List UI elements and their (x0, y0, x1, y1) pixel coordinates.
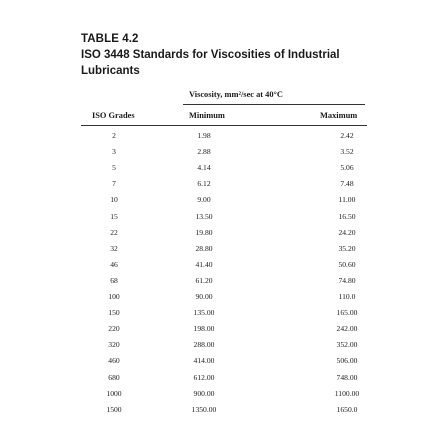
cell-minimum: 90.00 (195, 292, 213, 301)
cell-iso-grade: 10 (110, 195, 118, 205)
cell-iso-grade: 3 (112, 147, 116, 157)
cell-minimum: 28.80 (195, 243, 213, 253)
cell-iso-grade: 1500 (106, 404, 122, 414)
cell-iso-grade: 150 (108, 308, 120, 318)
cell-iso-grade: 15 (110, 211, 118, 221)
cell-minimum: 4.14 (197, 163, 211, 173)
cell-maximum: 110.0 (338, 292, 356, 301)
cell-minimum: 1350.00 (191, 404, 217, 414)
cell-maximum: 506.00 (336, 356, 358, 366)
cell-maximum: 1650.0 (336, 404, 358, 414)
cell-iso-grade: 68 (110, 275, 118, 285)
cell-iso-grade: 7 (112, 179, 116, 189)
cell-minimum: 6.12 (197, 179, 211, 189)
cell-iso-grade: 320 (108, 340, 120, 350)
cell-minimum: 900.00 (193, 388, 215, 398)
cell-minimum: 61.20 (195, 275, 213, 285)
col-header-maximum: Maximum (320, 111, 358, 120)
cell-iso-grade: 32 (110, 243, 118, 253)
cell-minimum: 1.98 (197, 131, 211, 140)
cell-minimum: 414.00 (193, 356, 215, 366)
cell-maximum: 748.00 (336, 372, 358, 382)
cell-iso-grade: 2 (112, 131, 116, 140)
cell-minimum: 135.00 (193, 308, 215, 318)
cell-maximum: 2.42 (340, 131, 354, 140)
cell-maximum: 1100.00 (334, 388, 360, 398)
cell-minimum: 19.80 (195, 227, 213, 237)
col-header-iso-grades: ISO Grades (92, 111, 135, 120)
cell-iso-grade: 680 (108, 372, 120, 382)
cell-maximum: 35.20 (338, 243, 356, 253)
cell-iso-grade: 46 (110, 259, 118, 269)
cell-iso-grade: 220 (108, 324, 120, 334)
cell-minimum: 288.00 (193, 340, 215, 350)
cell-maximum: 7.48 (340, 179, 354, 189)
viscosity-group-header: Viscosity, mm²/sec at 40°C (189, 90, 283, 99)
cell-maximum: 352.00 (336, 340, 358, 350)
col-header-minimum: Minimum (189, 111, 225, 120)
table-title: ISO 3448 Standards for Viscosities of Industrial Lubricants (81, 49, 340, 77)
cell-minimum: 198.00 (193, 324, 215, 334)
cell-iso-grade: 5 (112, 163, 116, 173)
cell-maximum: 5.06 (340, 163, 354, 173)
cell-maximum: 24.20 (338, 227, 356, 237)
cell-maximum: 242.00 (336, 324, 358, 334)
cell-minimum: 9.00 (197, 195, 211, 205)
cell-maximum: 11.00 (338, 195, 356, 205)
cell-minimum: 612.00 (193, 372, 215, 382)
cell-minimum: 41.40 (195, 259, 213, 269)
cell-maximum: 74.80 (338, 275, 356, 285)
cell-maximum: 165.00 (336, 308, 358, 318)
cell-minimum: 2.88 (197, 147, 211, 157)
cell-iso-grade: 22 (110, 227, 118, 237)
cell-maximum: 16.50 (338, 211, 356, 221)
cell-minimum: 13.50 (195, 211, 213, 221)
table-label: TABLE 4.2 (81, 33, 139, 45)
cell-iso-grade: 100 (108, 292, 120, 301)
cell-iso-grade: 460 (108, 356, 120, 366)
cell-maximum: 3.52 (340, 147, 354, 157)
cell-maximum: 50.60 (338, 259, 356, 269)
cell-iso-grade: 1000 (106, 388, 122, 398)
